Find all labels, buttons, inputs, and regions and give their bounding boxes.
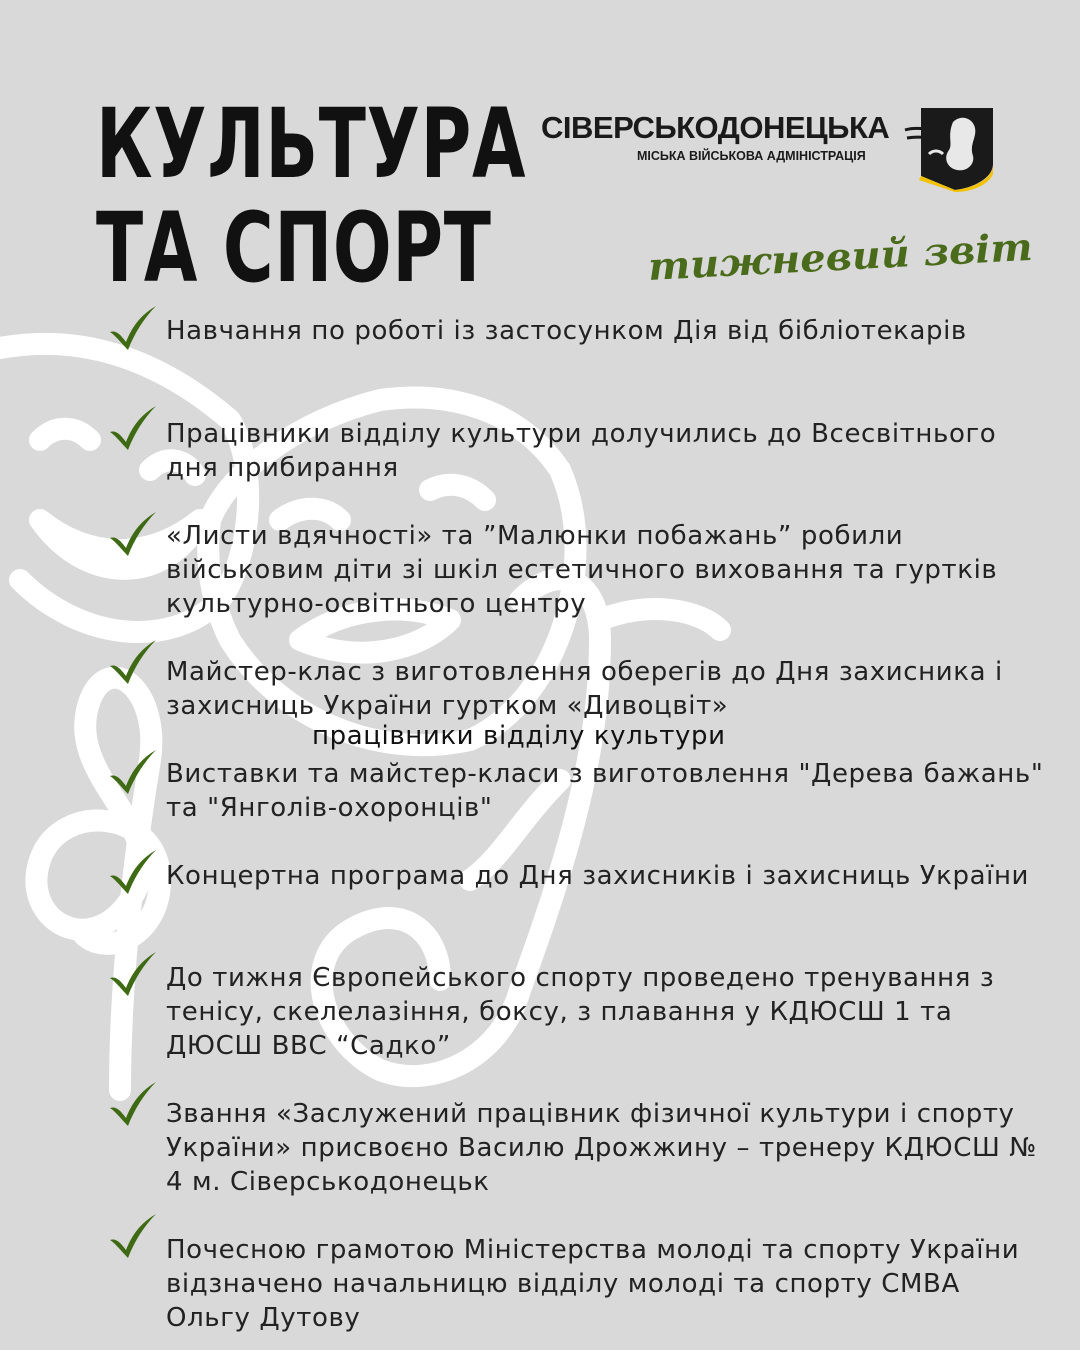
checkmark-icon — [106, 748, 158, 796]
list-item-text: Навчання по роботі із застосунком Дія від бібліотекарів — [166, 316, 967, 346]
checkmark-icon — [106, 950, 158, 998]
list-item-text: Виставки та майстер-класи з виготовлення "Дерева бажань" та "Янголів-охоронців" — [166, 759, 1044, 823]
list-item-text: Майстер-клас з виготовлення оберегів до Дня захисника і захисниць України гуртком «Дивоцвіт» — [166, 657, 1003, 721]
checkmark-icon — [106, 404, 158, 452]
comedy-mask-eye — [40, 429, 90, 440]
checkmark-icon — [106, 1080, 158, 1128]
checkmark-icon — [106, 510, 158, 558]
list-item-text: До тижня Європейського спорту проведено тренування з тенісу, скелелазіння, боксу, з плавання у КДЮСШ 1 та ДЮСШ ВВС “Садко” — [166, 963, 995, 1061]
page-title — [96, 88, 527, 304]
pelican-shield-icon — [903, 104, 995, 192]
tragedy-mask-eye-2 — [430, 485, 485, 500]
page-title-line1: КУЛЬТУРА — [96, 88, 527, 200]
list-item-text: Почесною грамотою Міністерства молоді та спорту України відзначено начальницю відділу молоді та спорту СМВА Ольгу Дутову — [166, 1235, 1020, 1333]
checkmark-icon — [106, 304, 158, 352]
checkmark-icon — [106, 1212, 158, 1260]
weekly-report-label: тижневий звіт — [646, 223, 1034, 289]
logo-subtitle: МІСЬКА ВІЙСЬКОВА АДМІНІСТРАЦІЯ — [637, 149, 866, 163]
checkmark-icon — [106, 638, 158, 686]
logo-name: СІВЕРСЬКОДОНЕЦЬКА — [541, 110, 890, 145]
overlap-text: працівники відділу культури — [312, 721, 726, 751]
list-item-text: Звання «Заслужений працівник фізичної культури і спорту України» присвоєно Василю Дрожжину – тренеру КДЮСШ № 4 м. Сіверськодонецьк — [166, 1099, 1037, 1197]
checkmark-icon — [106, 848, 158, 896]
list-item-text: Концертна програма до Дня захисників і захисниць України — [166, 861, 1030, 891]
page-title-line2: ТА СПОРТ — [96, 192, 492, 304]
list-item-text: Працівники відділу культури долучились до Всесвітнього дня прибирання — [166, 419, 997, 483]
list-item-text: «Листи вдячності» та ”Малюнки побажань” робили військовим діти зі шкіл естетичного виховання та гуртків культурно-освітнього центру — [166, 521, 998, 619]
